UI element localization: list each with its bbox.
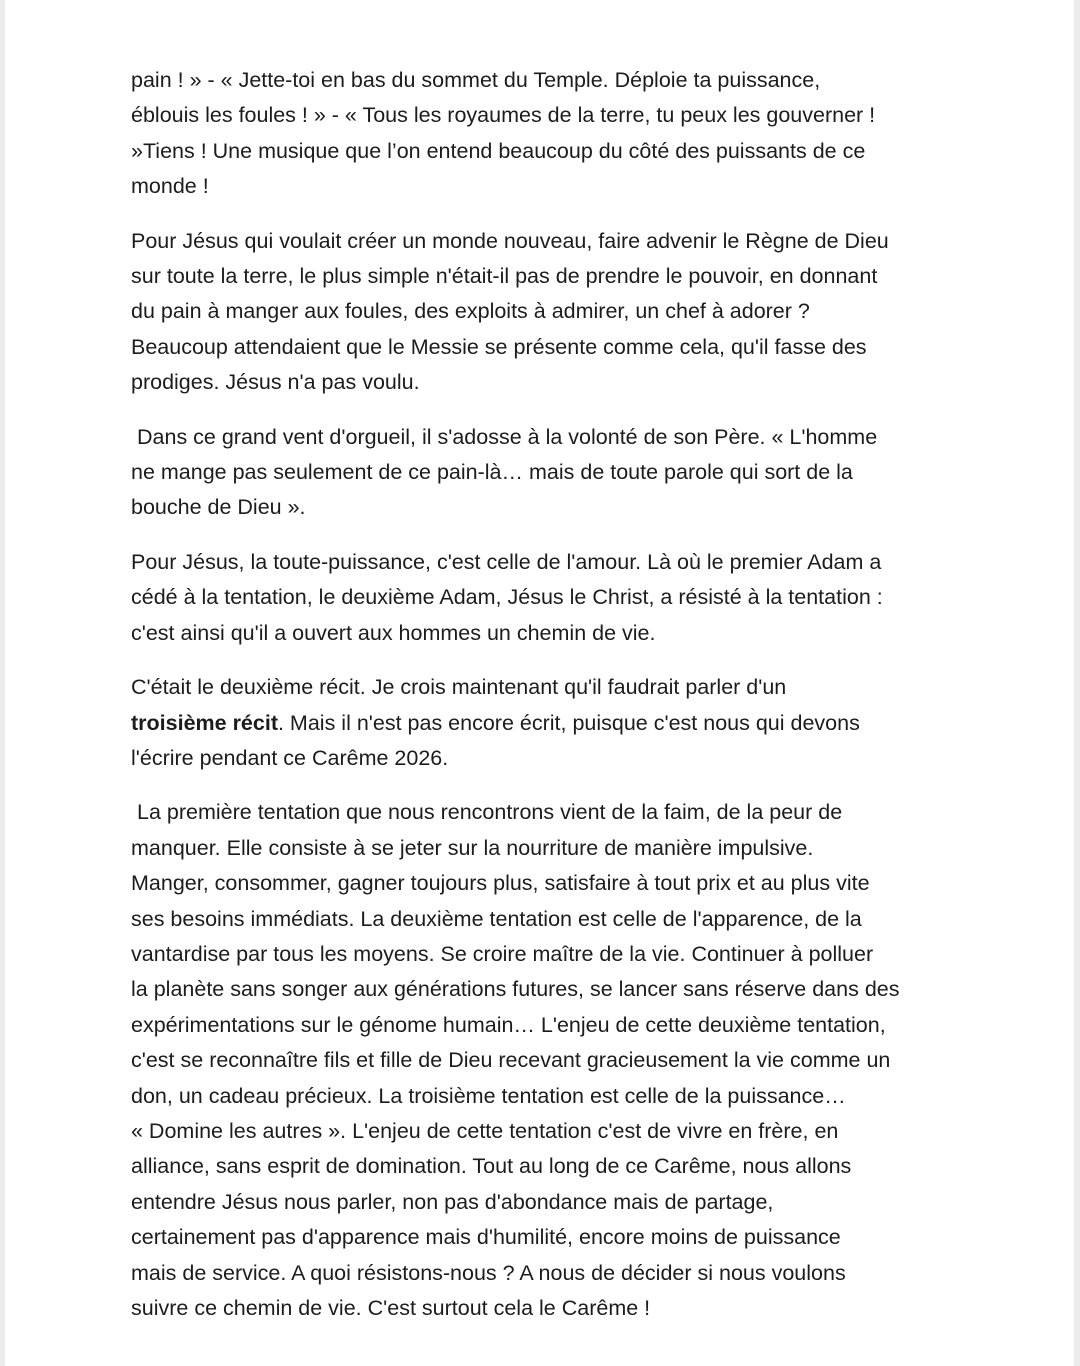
text-line: ses besoins immédiats. La deuxième tentation est celle de l'apparence, de la — [131, 906, 862, 931]
text-line: Beaucoup attendaient que le Messie se présente comme cela, qu'il fasse des — [131, 334, 867, 359]
text-line: »Tiens ! Une musique que l’on entend beaucoup du côté des puissants de ce — [131, 138, 866, 163]
text-line: du pain à manger aux foules, des exploits à admirer, un chef à adorer ? — [131, 299, 810, 324]
text-line: mais de service. A quoi résistons-nous ? A nous de décider si nous voulons — [131, 1260, 846, 1285]
text-line: Pour Jésus qui voulait créer un monde nouveau, faire advenir le Règne de Dieu — [131, 228, 889, 253]
text-line: cédé à la tentation, le deuxième Adam, Jésus le Christ, a résisté à la tentation : — [131, 585, 883, 610]
text-line: pain ! » - « Jette-toi en bas du sommet du Temple. Déploie ta puissance, — [131, 68, 821, 92]
text-line: monde ! — [131, 174, 209, 199]
paragraph-3 — [131, 420, 961, 526]
text-line: l'écrire pendant ce Carême 2026. — [131, 745, 449, 770]
text-line: éblouis les foules ! » - « Tous les royaumes de la terre, tu peux les gouverner ! — [131, 103, 876, 128]
text-line: entendre Jésus nous parler, non pas d'abondance mais de partage, — [131, 1189, 774, 1214]
text-line: Dans ce grand vent d'orgueil, il s'adosse à la volonté de son Père. « L'homme — [137, 424, 878, 449]
text-fragment: . Mais il n'est pas encore écrit, puisque c'est nous qui devons — [277, 710, 860, 735]
paragraph-1 — [131, 63, 961, 205]
text-line: c'est ainsi qu'il a ouvert aux hommes un chemin de vie. — [131, 620, 656, 645]
text-line: suivre ce chemin de vie. C'est surtout cela le Carême ! — [131, 1296, 651, 1320]
text-line: c'est se reconnaître fils et fille de Dieu recevant gracieusement la vie comme un — [131, 1048, 891, 1073]
text-line: Manger, consommer, gagner toujours plus, satisfaire à tout prix et au plus vite — [131, 871, 870, 896]
text-line: La première tentation que nous rencontrons vient de la faim, de la peur de — [137, 800, 843, 825]
text-line: sur toute la terre, le plus simple n'était-il pas de prendre le pouvoir, en donnant — [131, 264, 878, 289]
text-line: « Domine les autres ». L'enjeu de cette tentation c'est de vivre en frère, en — [131, 1118, 839, 1143]
bold-text-troisieme-recit: troisième récit — [131, 710, 278, 735]
text-line: prodiges. Jésus n'a pas voulu. — [131, 370, 420, 395]
text-line: C'était le deuxième récit. Je crois maintenant qu'il faudrait parler d'un — [131, 675, 787, 700]
document-page — [131, 63, 961, 1326]
paragraph-2 — [131, 224, 961, 401]
text-line: expérimentations sur le génome humain… L'enjeu de cette deuxième tentation, — [131, 1012, 886, 1037]
text-line: don, un cadeau précieux. La troisième tentation est celle de la puissance… — [131, 1083, 846, 1108]
text-line: la planète sans songer aux générations futures, se lancer sans réserve dans des — [131, 977, 900, 1002]
text-line: alliance, sans esprit de domination. Tout au long de ce Carême, nous allons — [131, 1154, 852, 1179]
page-edge-left — [0, 0, 5, 1366]
text-line: Pour Jésus, la toute-puissance, c'est celle de l'amour. Là où le premier Adam a — [131, 549, 882, 574]
text-line: vantardise par tous les moyens. Se croire maître de la vie. Continuer à polluer — [131, 941, 874, 966]
paragraph-4 — [131, 545, 961, 651]
text-line: certainement pas d'apparence mais d'humilité, encore moins de puissance — [131, 1225, 841, 1250]
text-line: manquer. Elle consiste à se jeter sur la nourriture de manière impulsive. — [131, 835, 814, 860]
paragraph-5 — [131, 670, 961, 776]
paragraph-6 — [131, 795, 961, 1326]
text-line: bouche de Dieu ». — [131, 495, 306, 520]
text-line: ne mange pas seulement de ce pain-là… mais de toute parole qui sort de la — [131, 460, 853, 485]
page-edge-right — [1074, 0, 1080, 1366]
